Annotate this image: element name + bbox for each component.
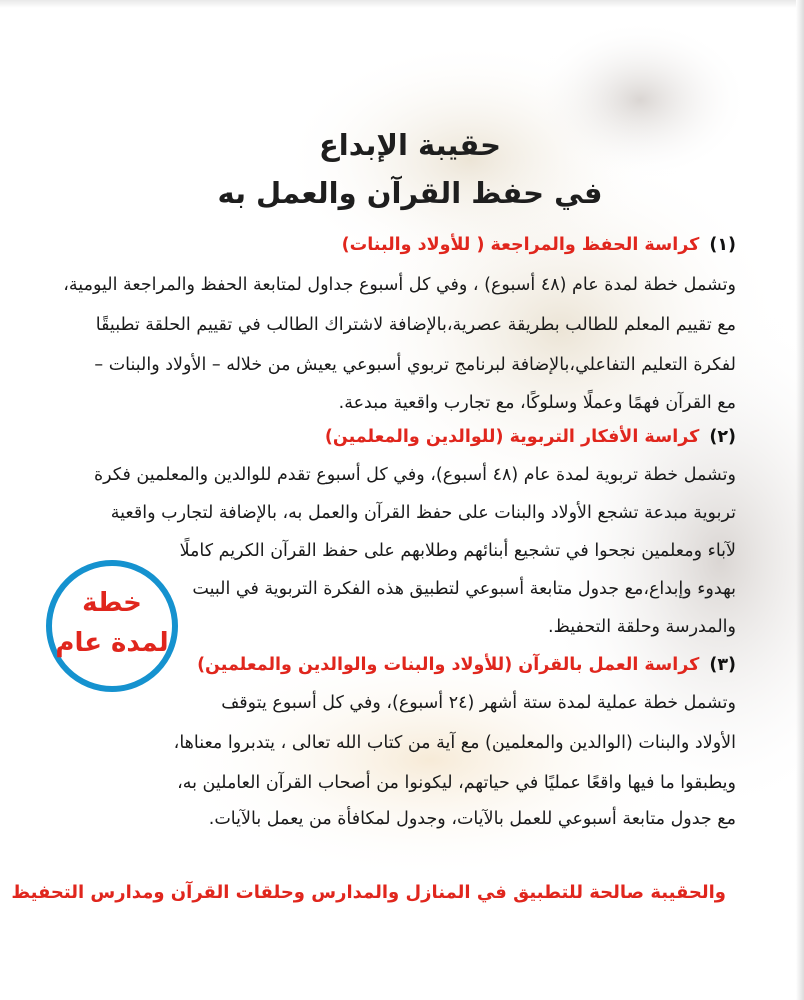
section-1-line-3: لفكرة التعليم التفاعلي،بالإضافة لبرنامج تربوي أسبوعي يعيش من خلاله – الأولاد والبنات – [94, 355, 736, 375]
section-2-heading [56, 424, 736, 450]
section-1-line-1: وتشمل خطة لمدة عام (٤٨ أسبوع) ، وفي كل أسبوع جداول لمتابعة الحفظ والمراجعة اليومية، [63, 275, 736, 295]
footer-note: والحقيبة صالحة للتطبيق في المنازل والمدارس وحلقات القرآن ومدارس التحفيظ [11, 882, 726, 903]
section-2-title: كراسة الأفكار التربوية (للوالدين والمعلمين) [324, 427, 700, 447]
section-2-number: (٢) [709, 427, 736, 447]
section-1-number: (١) [709, 235, 736, 255]
section-2-line-3: لآباء ومعلمين نجحوا في تشجيع أبنائهم وطلابهم على حفظ القرآن الكريم كاملًا [179, 541, 736, 561]
section-3-line-4: مع جدول متابعة أسبوعي للعمل بالآيات، وجدول لمكافأة من يعمل بالآيات. [208, 809, 736, 829]
section-3-line-1: وتشمل خطة عملية لمدة ستة أشهر (٢٤ أسبوع)، وفي كل أسبوع يتوقف [221, 693, 736, 713]
badge-line-1: خطة [82, 588, 142, 618]
section-2-line-1: وتشمل خطة تربوية لمدة عام (٤٨ أسبوع)، وفي كل أسبوع تقدم للوالدين والمعلمين فكرة [93, 465, 736, 485]
badge-line-2: لمدة عام [55, 628, 169, 658]
one-year-plan-badge [46, 560, 178, 692]
section-3-line-2: الأولاد والبنات (الوالدين والمعلمين) مع آية من كتاب الله تعالى ، يتدبروا معناها، [173, 733, 736, 753]
section-2-line-4: بهدوء وإبداع،مع جدول متابعة أسبوعي لتطبيق هذه الفكرة التربوية في البيت [192, 579, 736, 599]
section-3-title: كراسة العمل بالقرآن (للأولاد والبنات والوالدين والمعلمين) [197, 655, 700, 675]
section-2-line-2: تربوية مبدعة تشجع الأولاد والبنات على حفظ القرآن والعمل به، بالإضافة لتجارب واقعية [110, 503, 736, 523]
section-3-number: (٣) [709, 655, 736, 675]
section-1-title: كراسة الحفظ والمراجعة ( للأولاد والبنات) [341, 235, 700, 255]
section-3-line-3: ويطبقوا ما فيها واقعًا عمليًا في حياتهم، ليكونوا من أصحاب القرآن العاملين به، [177, 773, 736, 793]
section-2-line-5: والمدرسة وحلقة التحفيظ. [548, 617, 736, 637]
section-1-line-4: مع القرآن فهمًا وعملًا وسلوكًا، مع تجارب واقعية مبدعة. [338, 393, 736, 413]
page-title-line-2: في حفظ القرآن والعمل به [217, 176, 603, 210]
section-1-heading [56, 232, 736, 258]
section-1-line-2: مع تقييم المعلم للطالب بطريقة عصرية،بالإضافة لاشتراك الطالب في تقييم الحلقة تطبيقًا [95, 315, 736, 335]
page-title-line-1: حقيبة الإبداع [318, 128, 502, 162]
